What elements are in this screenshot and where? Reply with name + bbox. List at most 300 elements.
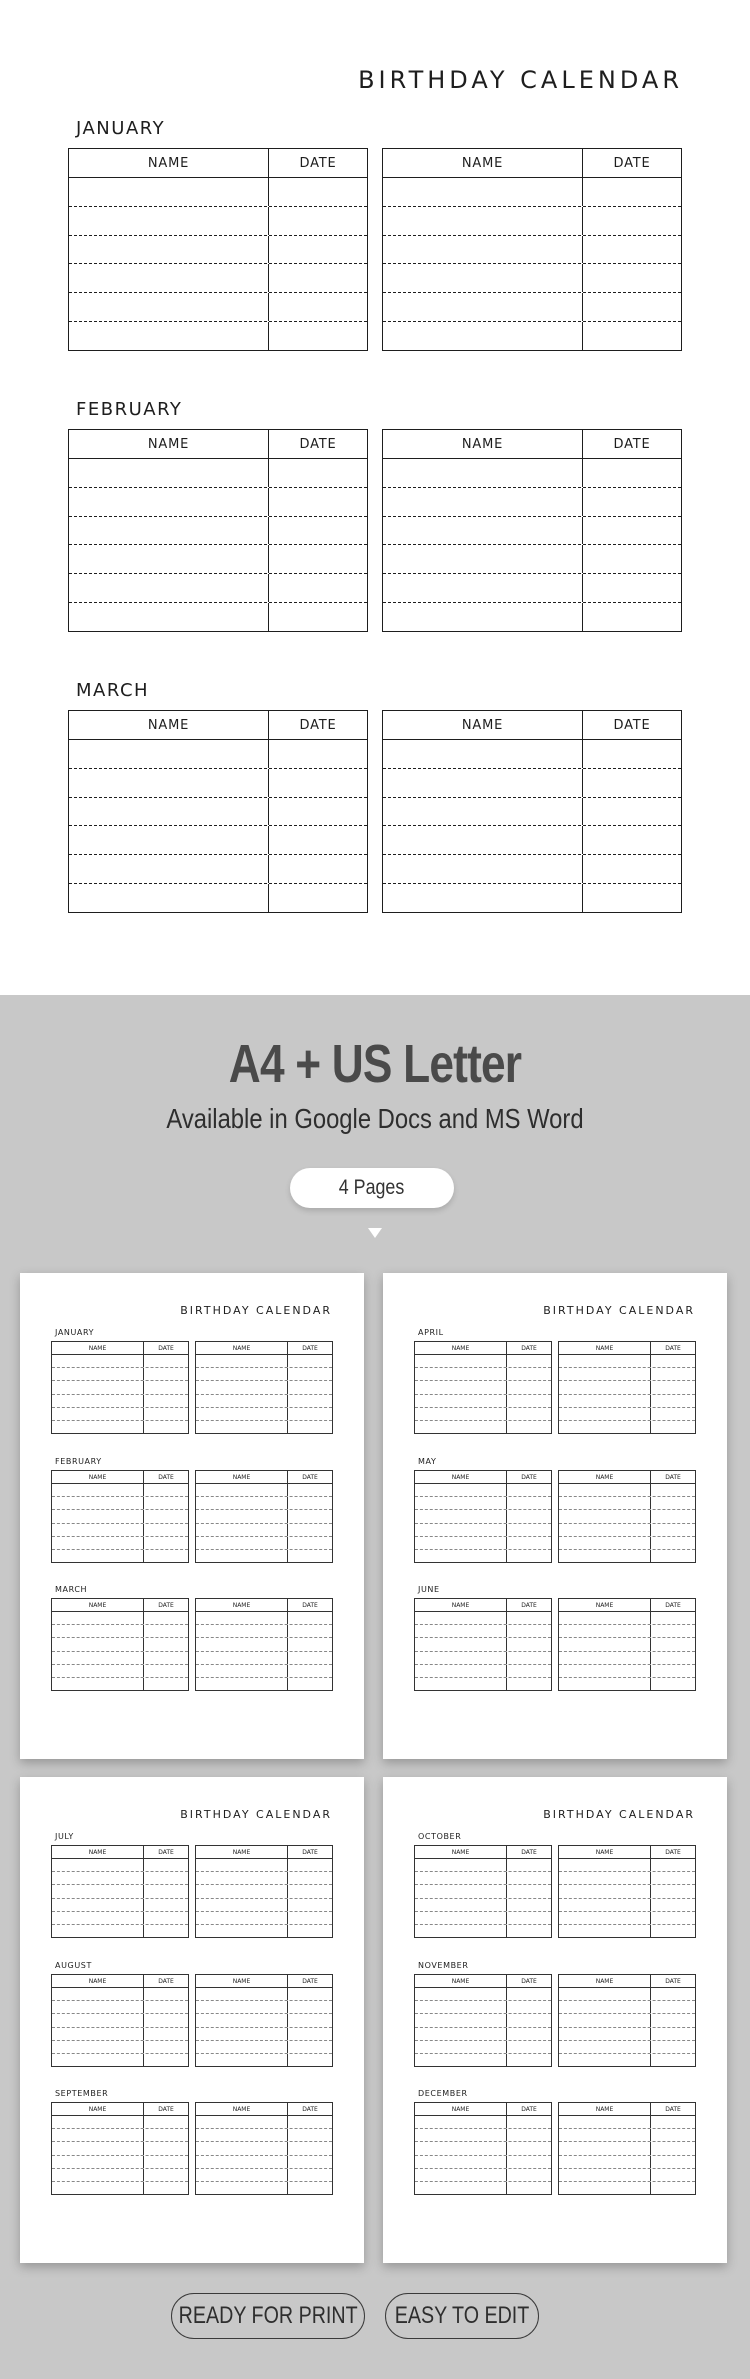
preview-table-row [52,2116,188,2129]
table-row [69,545,367,574]
date-cell[interactable] [583,855,681,883]
preview-table-row [196,1408,332,1421]
preview-table-row [52,1497,188,1510]
month-section [68,118,682,351]
preview-table-row [559,2014,695,2027]
preview-name-header: NAME [52,1471,144,1483]
date-column-header: DATE [613,436,651,452]
preview-table [414,2102,552,2195]
preview-month-label: JUNE [418,1585,440,1594]
preview-table-row [415,2116,551,2129]
date-cell[interactable] [269,293,367,321]
date-cell[interactable] [583,740,681,768]
name-cell[interactable] [383,740,583,768]
preview-table-row [52,2041,188,2054]
date-column-header: DATE [299,717,337,733]
preview-date-header: DATE [302,1848,318,1856]
preview-table-row [415,2169,551,2182]
preview-table-row [415,1510,551,1523]
preview-table [195,1974,333,2067]
preview-table-row [415,1912,551,1925]
preview-date-header: DATE [158,2105,174,2113]
preview-table-row [196,2156,332,2169]
preview-table-row [196,1885,332,1898]
table-row [69,769,367,798]
date-cell[interactable] [583,603,681,631]
name-column-header: NAME [383,430,583,458]
preview-table [414,1845,552,1938]
preview-table-row [415,1988,551,2001]
preview-table-row [415,1368,551,1381]
preview-table-row [559,1899,695,1912]
table-row [69,322,367,350]
preview-month-label: MAY [418,1457,437,1466]
preview-table-row [415,2001,551,2014]
preview-table-row [196,1510,332,1523]
name-cell[interactable] [383,884,583,912]
preview-table-row [415,1484,551,1497]
preview-table-row [196,1665,332,1678]
date-cell[interactable] [583,207,681,235]
preview-table [195,1470,333,1563]
preview-date-header: DATE [521,2105,537,2113]
preview-table-row [415,2014,551,2027]
preview-table-row [559,1678,695,1690]
preview-date-header: DATE [665,1344,681,1352]
date-cell[interactable] [583,769,681,797]
preview-table-row [415,1537,551,1550]
date-cell[interactable] [269,798,367,826]
name-cell[interactable] [383,855,583,883]
preview-month-label: AUGUST [55,1961,92,1970]
name-cell[interactable] [383,236,583,264]
preview-date-header: DATE [521,1473,537,1481]
preview-table-row [415,2041,551,2054]
availability-subline: Available in Google Docs and MS Word [166,1103,584,1134]
preview-table-row [559,1497,695,1510]
name-column-header: NAME [69,711,269,739]
preview-table-row [415,2054,551,2066]
preview-month-section [414,2089,696,2195]
name-cell[interactable] [383,488,583,516]
preview-table [414,1341,552,1434]
preview-name-header: NAME [52,1342,144,1354]
name-cell[interactable] [383,574,583,602]
preview-month-label: APRIL [418,1328,444,1337]
preview-table-row [196,1859,332,1872]
date-cell[interactable] [269,459,367,487]
preview-name-header: NAME [196,2103,288,2115]
preview-table-row [196,2142,332,2155]
name-cell[interactable] [69,293,269,321]
preview-table-row [415,1925,551,1937]
date-cell[interactable] [269,884,367,912]
preview-table [51,1470,189,1563]
pointer-triangle-icon [368,1228,382,1238]
preview-name-header: NAME [559,2103,651,2115]
preview-date-header: DATE [158,1473,174,1481]
preview-table-row [52,1537,188,1550]
date-cell[interactable] [583,574,681,602]
preview-table-row [196,2129,332,2142]
preview-table-row [196,2054,332,2066]
preview-table-row [559,1612,695,1625]
preview-date-header: DATE [158,1977,174,1985]
preview-table-row [559,1550,695,1562]
preview-month-section [414,1961,696,2067]
preview-table [558,1598,696,1691]
preview-date-header: DATE [665,1977,681,1985]
table-row [383,178,681,207]
preview-table-row [559,2142,695,2155]
month-label: JANUARY [76,118,166,139]
preview-table-row [52,1510,188,1523]
table-row [383,574,681,603]
table-row [383,236,681,265]
preview-table-row [559,1872,695,1885]
preview-table-row [52,1899,188,1912]
preview-table-row [52,2028,188,2041]
name-cell[interactable] [69,826,269,854]
preview-page [20,1273,364,1759]
preview-table-row [559,2129,695,2142]
preview-table-row [559,1395,695,1408]
preview-name-header: NAME [559,1846,651,1858]
birthday-table [382,710,682,913]
name-cell[interactable] [383,178,583,206]
preview-date-header: DATE [302,1344,318,1352]
date-cell[interactable] [583,322,681,350]
preview-table-row [559,2054,695,2066]
preview-table-row [415,1381,551,1394]
preview-table-row [52,2001,188,2014]
preview-name-header: NAME [52,1599,144,1611]
table-row [383,322,681,350]
date-cell[interactable] [269,826,367,854]
name-cell[interactable] [383,826,583,854]
date-cell[interactable] [269,488,367,516]
preview-table-row [196,2041,332,2054]
preview-table [558,1470,696,1563]
preview-table-row [415,2182,551,2194]
preview-table-row [415,2156,551,2169]
preview-table-row [196,1872,332,1885]
date-cell[interactable] [269,517,367,545]
name-cell[interactable] [69,264,269,292]
preview-table-row [415,1612,551,1625]
preview-month-section [414,1585,696,1691]
preview-date-header: DATE [665,2105,681,2113]
preview-name-header: NAME [196,1599,288,1611]
preview-table [558,1845,696,1938]
preview-page-title: BIRTHDAY CALENDAR [543,1808,695,1821]
name-cell[interactable] [69,603,269,631]
preview-table-row [52,1638,188,1651]
name-cell[interactable] [383,322,583,350]
date-cell[interactable] [583,459,681,487]
preview-table-row [196,1899,332,1912]
name-cell[interactable] [383,459,583,487]
table-row [383,769,681,798]
name-column-header: NAME [383,711,583,739]
name-cell[interactable] [69,236,269,264]
date-column-header: DATE [613,717,651,733]
table-row [383,740,681,769]
preview-table-row [559,1885,695,1898]
preview-month-label: FEBRUARY [55,1457,102,1466]
preview-table-row [559,1912,695,1925]
date-cell[interactable] [269,769,367,797]
date-cell[interactable] [269,264,367,292]
preview-table-row [559,1484,695,1497]
date-cell[interactable] [583,798,681,826]
date-column-header: DATE [299,436,337,452]
table-row [69,293,367,322]
birthday-table [382,429,682,632]
preview-month-section [51,1961,333,2067]
feature-label: EASY TO EDIT [394,2302,530,2329]
preview-table-row [196,1537,332,1550]
preview-date-header: DATE [665,1848,681,1856]
preview-name-header: NAME [415,1342,507,1354]
name-cell[interactable] [69,207,269,235]
preview-table-row [559,2182,695,2194]
date-cell[interactable] [269,574,367,602]
preview-table-row [559,2001,695,2014]
preview-month-section [414,1457,696,1563]
preview-table-row [415,1497,551,1510]
name-cell[interactable] [383,264,583,292]
month-label: FEBRUARY [76,399,183,420]
name-cell[interactable] [69,488,269,516]
table-row [69,826,367,855]
pages-badge [290,1168,454,1208]
preview-table-row [52,1872,188,1885]
name-cell[interactable] [383,517,583,545]
preview-month-label: OCTOBER [418,1832,462,1841]
preview-name-header: NAME [559,1975,651,1987]
name-cell[interactable] [69,574,269,602]
name-cell[interactable] [383,293,583,321]
name-cell[interactable] [69,322,269,350]
preview-name-header: NAME [52,1975,144,1987]
date-cell[interactable] [269,207,367,235]
preview-table-row [415,1678,551,1690]
date-cell[interactable] [583,488,681,516]
table-row [383,207,681,236]
preview-table-row [196,1625,332,1638]
name-cell[interactable] [69,798,269,826]
preview-date-header: DATE [521,1977,537,1985]
preview-table-row [52,2142,188,2155]
feature-badge-print [171,2293,365,2339]
preview-date-header: DATE [521,1601,537,1609]
table-row [383,293,681,322]
preview-table-row [559,1524,695,1537]
preview-table-row [415,1899,551,1912]
table-row [383,603,681,631]
preview-table-row [52,1355,188,1368]
name-cell[interactable] [69,855,269,883]
date-cell[interactable] [583,264,681,292]
preview-name-header: NAME [559,1471,651,1483]
preview-table-row [415,1665,551,1678]
table-row [69,517,367,546]
table-row [69,264,367,293]
preview-table-row [559,2116,695,2129]
birthday-table [68,148,368,351]
preview-table-row [52,2129,188,2142]
table-row [383,545,681,574]
preview-table-row [415,1872,551,1885]
date-cell[interactable] [583,517,681,545]
preview-table-row [52,1368,188,1381]
date-cell[interactable] [269,545,367,573]
preview-month-label: JULY [55,1832,74,1841]
preview-table [558,2102,696,2195]
date-cell[interactable] [269,855,367,883]
name-cell[interactable] [383,603,583,631]
preview-table-row [415,1408,551,1421]
birthday-table [68,710,368,913]
preview-month-label: JANUARY [55,1328,95,1337]
preview-table-row [52,1612,188,1625]
preview-table-row [52,1988,188,2001]
table-row [69,884,367,912]
table-row [69,236,367,265]
table-row [69,798,367,827]
preview-name-header: NAME [415,1599,507,1611]
date-cell[interactable] [583,884,681,912]
name-cell[interactable] [69,545,269,573]
preview-table-row [559,1408,695,1421]
name-cell[interactable] [69,769,269,797]
preview-table-row [52,1625,188,1638]
date-cell[interactable] [269,178,367,206]
feature-label: READY FOR PRINT [178,2302,358,2329]
preview-page [383,1273,727,1759]
preview-table-row [559,2041,695,2054]
preview-table-row [196,2169,332,2182]
table-row [383,488,681,517]
preview-name-header: NAME [415,1975,507,1987]
preview-table [51,1341,189,1434]
date-cell[interactable] [269,740,367,768]
table-row [383,826,681,855]
preview-table-row [559,1665,695,1678]
preview-table-row [196,1497,332,1510]
preview-date-header: DATE [302,1473,318,1481]
preview-table-row [415,1524,551,1537]
preview-name-header: NAME [415,1846,507,1858]
date-cell[interactable] [269,322,367,350]
date-cell[interactable] [583,826,681,854]
preview-table-row [415,2028,551,2041]
date-cell[interactable] [583,545,681,573]
preview-name-header: NAME [196,1342,288,1354]
preview-table-row [415,1885,551,1898]
preview-date-header: DATE [158,1848,174,1856]
preview-table-row [196,1484,332,1497]
preview-month-label: NOVEMBER [418,1961,469,1970]
table-row [69,574,367,603]
preview-month-section [51,1328,333,1434]
preview-table [558,1341,696,1434]
date-cell[interactable] [583,178,681,206]
preview-table-row [52,2156,188,2169]
date-cell[interactable] [269,603,367,631]
preview-date-header: DATE [665,1601,681,1609]
date-cell[interactable] [583,236,681,264]
preview-date-header: DATE [302,1977,318,1985]
preview-table [195,2102,333,2195]
preview-table-row [196,1678,332,1690]
month-label: MARCH [76,680,150,701]
birthday-table [68,429,368,632]
name-cell[interactable] [69,459,269,487]
preview-table-row [559,2028,695,2041]
name-cell[interactable] [383,769,583,797]
preview-table-row [52,1395,188,1408]
preview-table-row [196,2116,332,2129]
table-row [69,459,367,488]
preview-table-row [415,1859,551,1872]
preview-table-row [559,1381,695,1394]
name-cell[interactable] [69,517,269,545]
name-cell[interactable] [69,884,269,912]
preview-page [20,1777,364,2263]
preview-table-row [52,2182,188,2194]
table-row [383,459,681,488]
date-column-header: DATE [299,155,337,171]
preview-month-label: SEPTEMBER [55,2089,109,2098]
preview-table-row [196,1395,332,1408]
date-cell[interactable] [269,236,367,264]
preview-table-row [415,1421,551,1433]
month-section [68,399,682,632]
preview-table-row [196,1550,332,1562]
birthday-table [382,148,682,351]
preview-name-header: NAME [415,1471,507,1483]
preview-table-row [196,1638,332,1651]
preview-table-row [415,2129,551,2142]
calendar-page [0,0,750,995]
date-cell[interactable] [583,293,681,321]
preview-table-row [415,1652,551,1665]
preview-table-row [559,1625,695,1638]
preview-month-section [51,1585,333,1691]
name-cell[interactable] [69,740,269,768]
preview-table-row [559,1652,695,1665]
name-cell[interactable] [383,207,583,235]
preview-table-row [559,1510,695,1523]
preview-table-row [52,1381,188,1394]
table-row [383,264,681,293]
preview-name-header: NAME [52,2103,144,2115]
preview-table-row [415,2142,551,2155]
preview-table-row [52,1524,188,1537]
table-row [383,855,681,884]
preview-table [51,1845,189,1938]
preview-table-row [196,2028,332,2041]
name-cell[interactable] [69,178,269,206]
month-section [68,680,682,913]
name-cell[interactable] [383,798,583,826]
preview-table-row [196,2001,332,2014]
name-cell[interactable] [383,545,583,573]
preview-date-header: DATE [665,1473,681,1481]
preview-table [195,1341,333,1434]
